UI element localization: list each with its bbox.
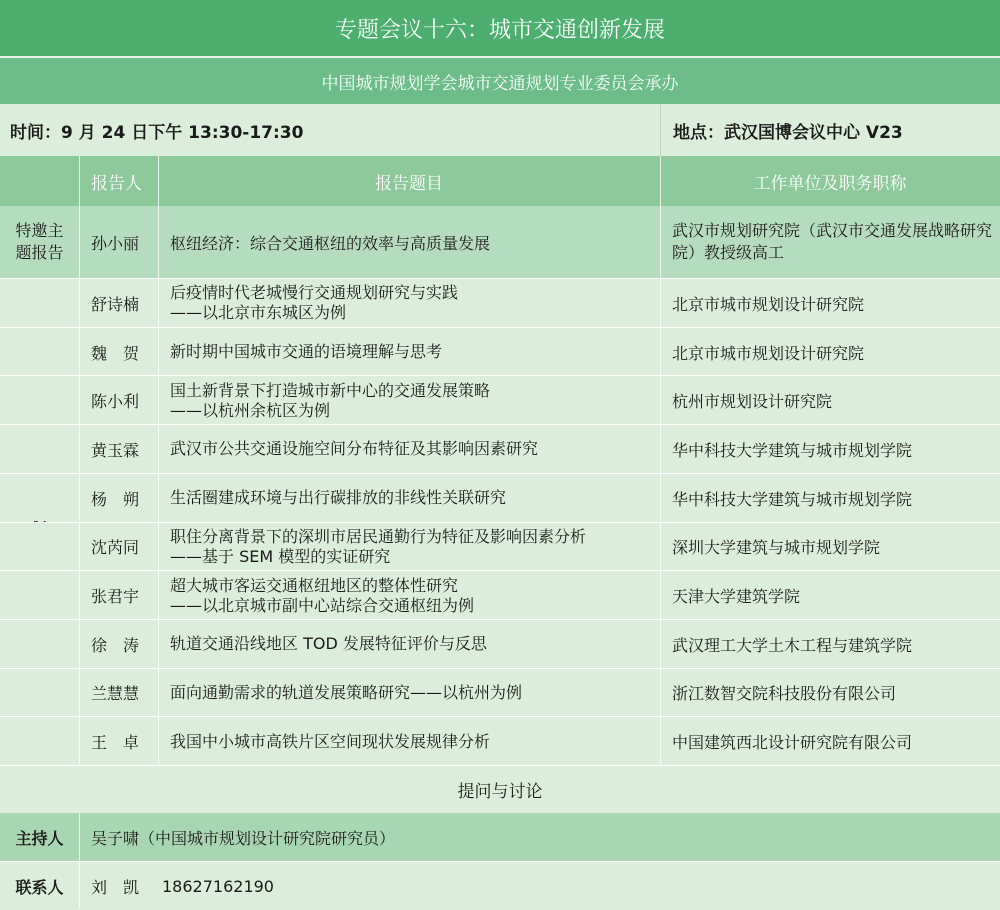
- table-header: [0, 156, 1000, 206]
- time-text: 时间：9 月 24 日下午 13:30-17:30: [10, 122, 304, 143]
- column-divider: [79, 376, 80, 424]
- session-title-banner: [0, 0, 1000, 56]
- column-divider: [660, 279, 661, 327]
- column-divider: [660, 376, 661, 424]
- talk-speaker: 张君宇: [91, 587, 140, 607]
- talk-speaker: 魏 贺: [91, 343, 140, 363]
- column-divider: [660, 523, 661, 571]
- organizer-text: 中国城市规划学会城市交通规划专业委员会承办: [321, 73, 679, 94]
- column-divider: [660, 474, 661, 522]
- talk-topic: [158, 523, 660, 572]
- column-divider: [158, 717, 159, 765]
- column-divider: [660, 669, 661, 717]
- column-divider: [158, 376, 159, 424]
- special-speaker: 孙小丽: [91, 233, 140, 253]
- host-value: 吴子啸（中国城市规划设计研究院研究员）: [91, 828, 396, 848]
- talk-affiliation: 华中科技大学建筑与城市规划学院: [672, 440, 913, 460]
- talk-row: [0, 278, 1000, 327]
- column-divider: [79, 425, 80, 473]
- column-divider: [660, 425, 661, 473]
- column-divider: [79, 474, 80, 522]
- talk-row: [0, 424, 1000, 473]
- talk-affiliation: 天津大学建筑学院: [672, 587, 801, 607]
- talk-topic: [158, 279, 660, 328]
- column-divider: [79, 523, 80, 571]
- column-divider: [79, 279, 80, 327]
- talk-speaker: 沈芮同: [91, 538, 140, 558]
- column-divider: [158, 328, 159, 376]
- talk-topic-subline: ——基于 SEM 模型的实证研究: [170, 546, 391, 566]
- talk-affiliation: 武汉理工大学土木工程与建筑学院: [672, 635, 913, 655]
- talk-affiliation: 华中科技大学建筑与城市规划学院: [672, 489, 913, 509]
- host-row: [0, 813, 1000, 861]
- talk-affiliation: 浙江数智交院科技股份有限公司: [672, 684, 897, 704]
- talk-topic-line: 轨道交通沿线地区 TOD 发展特征评价与反思: [170, 634, 487, 654]
- location-text: 地点：武汉国博会议中心 V23: [660, 104, 903, 156]
- column-divider: [158, 474, 159, 522]
- column-divider: [158, 620, 159, 668]
- talk-row: [0, 668, 1000, 717]
- time-location-row: [0, 104, 1000, 156]
- column-divider: [158, 523, 159, 571]
- host-label: 主持人: [15, 828, 64, 848]
- special-report-label: 特邀主题报告: [15, 221, 64, 262]
- talk-topic: [158, 328, 660, 377]
- talk-speaker: 杨 朔: [91, 489, 140, 509]
- column-divider: [660, 717, 661, 765]
- talk-affiliation: 中国建筑西北设计研究院有限公司: [672, 733, 913, 753]
- column-divider: [79, 717, 80, 765]
- column-divider: [158, 571, 159, 619]
- special-report-row: [0, 206, 1000, 278]
- talk-row: [0, 522, 1000, 571]
- organizer-banner: [0, 56, 1000, 104]
- talk-speaker: 兰慧慧: [91, 684, 140, 704]
- talk-topic: [158, 571, 660, 620]
- column-divider: [79, 571, 80, 619]
- talk-topic-line: 武汉市公共交通设施空间分布特征及其影响因素研究: [170, 439, 539, 459]
- talk-topic: [158, 376, 660, 425]
- column-divider: [660, 571, 661, 619]
- talk-topic-subline: ——以北京市东城区为例: [170, 303, 347, 323]
- talk-row: [0, 473, 1000, 522]
- talk-topic: [158, 474, 660, 523]
- column-divider: [79, 620, 80, 668]
- talk-row: [0, 375, 1000, 424]
- talk-topic-subline: ——以杭州余杭区为例: [170, 400, 331, 420]
- special-topic: 枢纽经济：综合交通枢纽的效率与高质量发展: [170, 233, 491, 253]
- header-topic: 报告题目: [375, 173, 443, 194]
- talk-topic-subline: ——以北京城市副中心站综合交通枢纽为例: [170, 595, 475, 615]
- talk-affiliation: 北京市城市规划设计研究院: [672, 294, 865, 314]
- talk-topic-line: 超大城市客运交通枢纽地区的整体性研究: [170, 575, 459, 595]
- column-divider: [660, 328, 661, 376]
- talk-topic-line: 新时期中国城市交通的语境理解与思考: [170, 342, 443, 362]
- column-divider: [158, 279, 159, 327]
- contact-label: 联系人: [15, 877, 64, 897]
- column-divider: [79, 669, 80, 717]
- column-divider: [158, 669, 159, 717]
- talk-topic-line: 面向通勤需求的轨道发展策略研究——以杭州为例: [170, 682, 523, 702]
- contact-row: [0, 861, 1000, 909]
- talk-row: [0, 716, 1000, 765]
- special-affiliation: 武汉市规划研究院（武汉市交通发展战略研究院）教授级高工: [672, 221, 993, 262]
- talk-topic: [158, 425, 660, 474]
- talk-speaker: 舒诗楠: [91, 294, 140, 314]
- column-divider: [79, 328, 80, 376]
- talk-speaker: 黄玉霖: [91, 440, 140, 460]
- column-divider: [660, 620, 661, 668]
- header-affiliation: 工作单位及职务职称: [753, 173, 907, 194]
- talk-row: [0, 619, 1000, 668]
- talk-topic-line: 国土新背景下打造城市新中心的交通发展策略: [170, 380, 491, 400]
- talk-speaker: 王 卓: [91, 733, 140, 753]
- talk-speaker: 徐 涛: [91, 635, 140, 655]
- header-speaker: 报告人: [91, 173, 142, 194]
- discussion-text: 提问与讨论: [457, 782, 543, 802]
- talk-affiliation: 深圳大学建筑与城市规划学院: [672, 538, 881, 558]
- talk-topic: [158, 620, 660, 669]
- session-title: 专题会议十六：城市交通创新发展: [334, 17, 665, 43]
- discussion-row: [0, 765, 1000, 813]
- talk-affiliation: 杭州市规划设计研究院: [672, 392, 833, 412]
- talk-speaker: 陈小利: [91, 392, 140, 412]
- talk-topic: [158, 669, 660, 718]
- talk-row: [0, 327, 1000, 376]
- talk-topic-line: 生活圈建成环境与出行碳排放的非线性关联研究: [170, 488, 507, 508]
- talk-affiliation: 北京市城市规划设计研究院: [672, 343, 865, 363]
- talk-topic-line: 我国中小城市高铁片区空间现状发展规律分析: [170, 731, 491, 751]
- talk-topic-line: 后疫情时代老城慢行交通规划研究与实践: [170, 283, 459, 303]
- contact-phone: 18627162190: [162, 876, 274, 896]
- talk-topic-line: 职住分离背景下的深圳市居民通勤行为特征及影响因素分析: [170, 526, 587, 546]
- talk-topic: [158, 717, 660, 766]
- contact-name: 刘 凯: [91, 877, 140, 897]
- talk-row: [0, 570, 1000, 619]
- column-divider: [158, 425, 159, 473]
